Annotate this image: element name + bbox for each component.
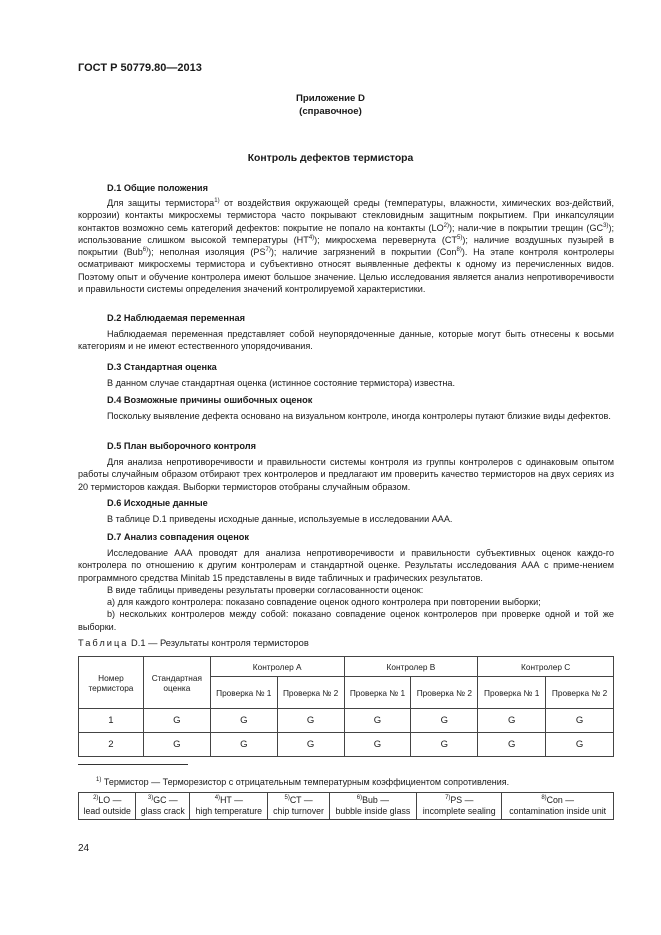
col-header-controller-b: Контролер B xyxy=(344,657,478,677)
section-d6-heading: D.6 Исходные данные xyxy=(107,498,208,508)
defect-con: $^{8)}$Con — contamination inside unit xyxy=(502,793,614,820)
table-cell: G xyxy=(411,733,478,757)
table-cell: G xyxy=(277,733,344,757)
section-d1-text: Для защиты термистора$^{1)}$ от воздействия окружающей среды (температуры, влажности, химических воз-действий, коррозии) контакты микросхемы термистора часто покрывают стекловидным защитным покрытием. При инкапсуляции контактов возможно семь категорий дефектов: покрытие не попало на контакты (LO$^{2)}$); нали-чие в покрытии трещин (GC$^{3)}$); использование слишком высокой температуры (HT$^{4)}$); микросхема перевернута (CT$^{5)}$); наличие воздушных пузырей в покрытии (Bub$^{6)}$); неполная изоляция (PS$^{7)}$); наличие загрязнений в покрытии (Con$^{8)}$). На этапе контроля контролеры осматривают микросхемы термистора и субъективно относят выявленные дефекты к одному из перечисленных видов. Поэтому опыт и обучение контролера имеют большое значение. Целью исследования является анализ непротиворечивости и правильности системы определения значений контролируемой характеристики. xyxy=(78,197,615,295)
table-cell: G xyxy=(210,733,277,757)
section-d7-text: Исследование ААА проводят для анализа непротиворечивости и правильности субъективных оценок каждо-го контролера по отношению к другим контролерам и стандартной оценке. Результаты исследования ААА с приме-нением программного средства Minitab 15 представлены в виде табличных и графических результатов. В виде таблицы приведены результаты проверки согласованности оценок: а) для каждого контролера: показано совпадение оценок одного контролера при повторении выборки; b) нескольких контролеров между собой: показано совпадение оценок контролеров при проверке одной и той же выборки. xyxy=(78,548,614,632)
table-row xyxy=(79,709,614,733)
table-row xyxy=(79,793,614,820)
table-cell: G xyxy=(546,709,614,733)
page-number: 24 xyxy=(78,843,90,854)
section-d3-heading: D.3 Стандартная оценка xyxy=(107,362,217,372)
section-d4-heading: D.4 Возможные причины ошибочных оценок xyxy=(107,395,313,405)
defect-gc: $^{3)}$GC — glass crack xyxy=(136,793,190,820)
list-item: а) для каждого контролера: показано совпадение оценок одного контролера при повторении выборки; xyxy=(107,597,541,608)
table-cell: G xyxy=(478,709,546,733)
table-cell: G xyxy=(277,709,344,733)
col-header-check: Проверка № 2 xyxy=(546,677,614,709)
col-header-controller-c: Контролер C xyxy=(478,657,614,677)
table-cell: G xyxy=(344,733,411,757)
section-d2-heading: D.2 Наблюдаемая переменная xyxy=(107,313,245,323)
list-item: b) нескольких контролеров между собой: показано совпадение оценок контролеров при проверке одной и той же выборки. xyxy=(78,609,614,632)
defect-ps: $^{7)}$PS — incomplete sealing xyxy=(417,793,502,820)
section-d6-text: В таблице D.1 приведены исходные данные, используемые в исследовании ААА. xyxy=(107,514,453,524)
col-header-check: Проверка № 2 xyxy=(277,677,344,709)
section-d1-heading: D.1 Общие положения xyxy=(107,183,208,193)
table-row xyxy=(79,733,614,757)
section-d4-text: Поскольку выявление дефекта основано на визуальном контроле, иногда контролеры путают близкие виды дефектов. xyxy=(107,411,611,421)
col-header-number: Номер термистора xyxy=(79,657,144,709)
col-header-check: Проверка № 2 xyxy=(411,677,478,709)
results-table xyxy=(78,656,614,757)
col-header-check: Проверка № 1 xyxy=(344,677,411,709)
section-d5-text: Для анализа непротиворечивости и правильности системы контроля из группы контролеров с одинаковым опытом работы случайным образом отбирают трех контролеров и предлагают им проверить качество термисторов на двух сериях из 20 термисторов каждая. Выборки термисторов отобраны случайным образом. xyxy=(78,457,614,492)
section-d3-text: В данном случае стандартная оценка (истинное состояние термистора) известна. xyxy=(107,378,455,388)
table-caption: Таблица D.1 — Результаты контроля термисторов xyxy=(78,638,309,648)
table-cell: 2 xyxy=(79,733,144,757)
table-cell: G xyxy=(143,733,210,757)
defect-ht: $^{4)}$HT — high temperature xyxy=(190,793,268,820)
defect-ct: $^{5)}$CT — chip turnover xyxy=(268,793,329,820)
table-cell: G xyxy=(546,733,614,757)
defect-codes-table xyxy=(78,792,614,820)
col-header-standard: Стандартная оценка xyxy=(143,657,210,709)
appendix-title: Приложение D xyxy=(296,93,365,104)
table-cell: G xyxy=(344,709,411,733)
col-header-check: Проверка № 1 xyxy=(210,677,277,709)
section-d2-text: Наблюдаемая переменная представляет собой неупорядоченные данные, которые могут быть отнесены к восьми категориям и не имеют естественного упорядочивания. xyxy=(78,329,614,352)
table-cell: 1 xyxy=(79,709,144,733)
defect-lo: $^{2)}$LO — lead outside xyxy=(79,793,136,820)
footnote-1: $^{1)}$ Термистор — Терморезистор с отрицательным температурным коэффициентом сопротивления. xyxy=(96,777,510,787)
table-cell: G xyxy=(143,709,210,733)
document-title: Контроль дефектов термистора xyxy=(247,153,414,164)
col-header-check: Проверка № 1 xyxy=(478,677,546,709)
appendix-note: (справочное) xyxy=(299,106,362,117)
section-d7-heading: D.7 Анализ совпадения оценок xyxy=(107,532,249,542)
defect-bub: $^{6)}$Bub — bubble inside glass xyxy=(329,793,416,820)
footnote-divider xyxy=(78,764,188,765)
table-cell: G xyxy=(210,709,277,733)
table-cell: G xyxy=(478,733,546,757)
table-cell: G xyxy=(411,709,478,733)
col-header-controller-a: Контролер A xyxy=(210,657,344,677)
standard-header: ГОСТ Р 50779.80—2013 xyxy=(78,62,202,74)
section-d5-heading: D.5 План выборочного контроля xyxy=(107,441,256,451)
